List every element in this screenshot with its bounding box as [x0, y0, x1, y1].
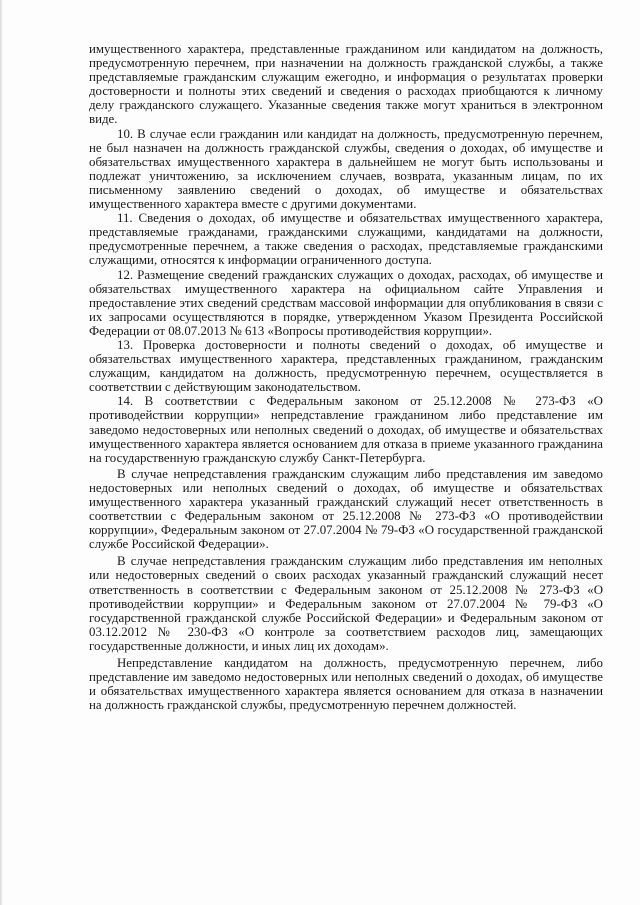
paragraph-14-liability-expenses: В случае непредставления гражданским служащим либо представления им неполных или недостоверных сведений о своих расходах указанный гражданский служащий несет ответственность в соответствии с Федеральным законом от 25.12.2008 № 273-ФЗ «О противодействии коррупции» и Федеральным законом от 27.07.2004 № 79-ФЗ «О государственной гражданской службе Российской Федерации» и Федеральным законом от 03.12.2012 № 230-ФЗ «О контроле за соответствием расходов лиц, замещающих государственные должности, и иных лиц их доходам».: [89, 554, 603, 653]
paragraph-continuation: имущественного характера, представленные гражданином или кандидатом на должность, предусмотренную перечнем, при назначении на должность гражданской службы, а также представляемые гражданским служащим ежегодно, и информация о результатах проверки достоверности и полноты этих сведений и сведения о расходах приобщаются к личному делу гражданского служащего. Указанные сведения также могут храниться в электронном виде.: [89, 42, 603, 127]
paragraph-13: 13. Проверка достоверности и полноты сведений о доходах, об имуществе и обязательствах имущественного характера, представленных гражданином, гражданским служащим, кандидатом на должность, предусмотренную перечнем, осуществляется в соответствии с действующим законодательством.: [89, 337, 603, 395]
paragraph-14-liability-declarations: В случае непредставления гражданским служащим либо представления им заведомо недостоверных или неполных сведений о доходах, об имуществе и обязательствах имущественного характера указанный гражданский служащий несет ответственность в соответствии с Федеральным законом от 25.12.2008 № 273-ФЗ «О противодействии коррупции», Федеральным законом от 27.07.2004 № 79-ФЗ «О государственной гражданской службе Российской Федерации».: [89, 466, 603, 552]
paragraph-14: 14. В соответствии с Федеральным законом от 25.12.2008 № 273-ФЗ «О противодействии коррупции» непредставление гражданином либо представление им заведомо недостоверных или неполных сведений о доходах, об имуществе и обязательствах имущественного характера является основанием для отказа в приеме указанного гражданина на государственную гражданскую службу Санкт-Петербурга.: [89, 394, 603, 465]
paragraph-11: 11. Сведения о доходах, об имуществе и обязательствах имущественного характера, представляемые гражданами, гражданскими служащими, кандидатами на должности, предусмотренные перечнем, а также сведения о расходах, представляемые гражданскими служащими, относятся к информации ограниченного доступа.: [89, 211, 603, 268]
scan-edge: [0, 0, 3, 905]
paragraph-10: 10. В случае если гражданин или кандидат на должность, предусмотренную перечнем, не был назначен на должность гражданской службы, сведения о доходах, об имуществе и обязательствах имущественного характера в дальнейшем не могут быть использованы и подлежат уничтожению, за исключением случаев, возврата, указанным лицам, по их письменному заявлению сведений о доходах, об имуществе и обязательствах имущественного характера вместе с другими документами.: [89, 126, 603, 212]
document-body: [89, 42, 603, 712]
paragraph-14-candidate-refusal: Непредставление кандидатом на должность, предусмотренную перечнем, либо представление им заведомо недостоверных или неполных сведений о доходах, об имуществе и обязательствах имущественного характера является основанием для отказа в назначении на должность гражданской службы, предусмотренную перечнем должностей.: [89, 656, 603, 713]
paragraph-12: 12. Размещение сведений гражданских служащих о доходах, расходах, об имуществе и обязательствах имущественного характера на официальном сайте Управления и предоставление этих сведений средствам массовой информации для опубликования в связи с их запросами осуществляются в порядке, утвержденном Указом Президента Российской Федерации от 08.07.2013 № 613 «Вопросы противодействия коррупции».: [89, 267, 603, 338]
